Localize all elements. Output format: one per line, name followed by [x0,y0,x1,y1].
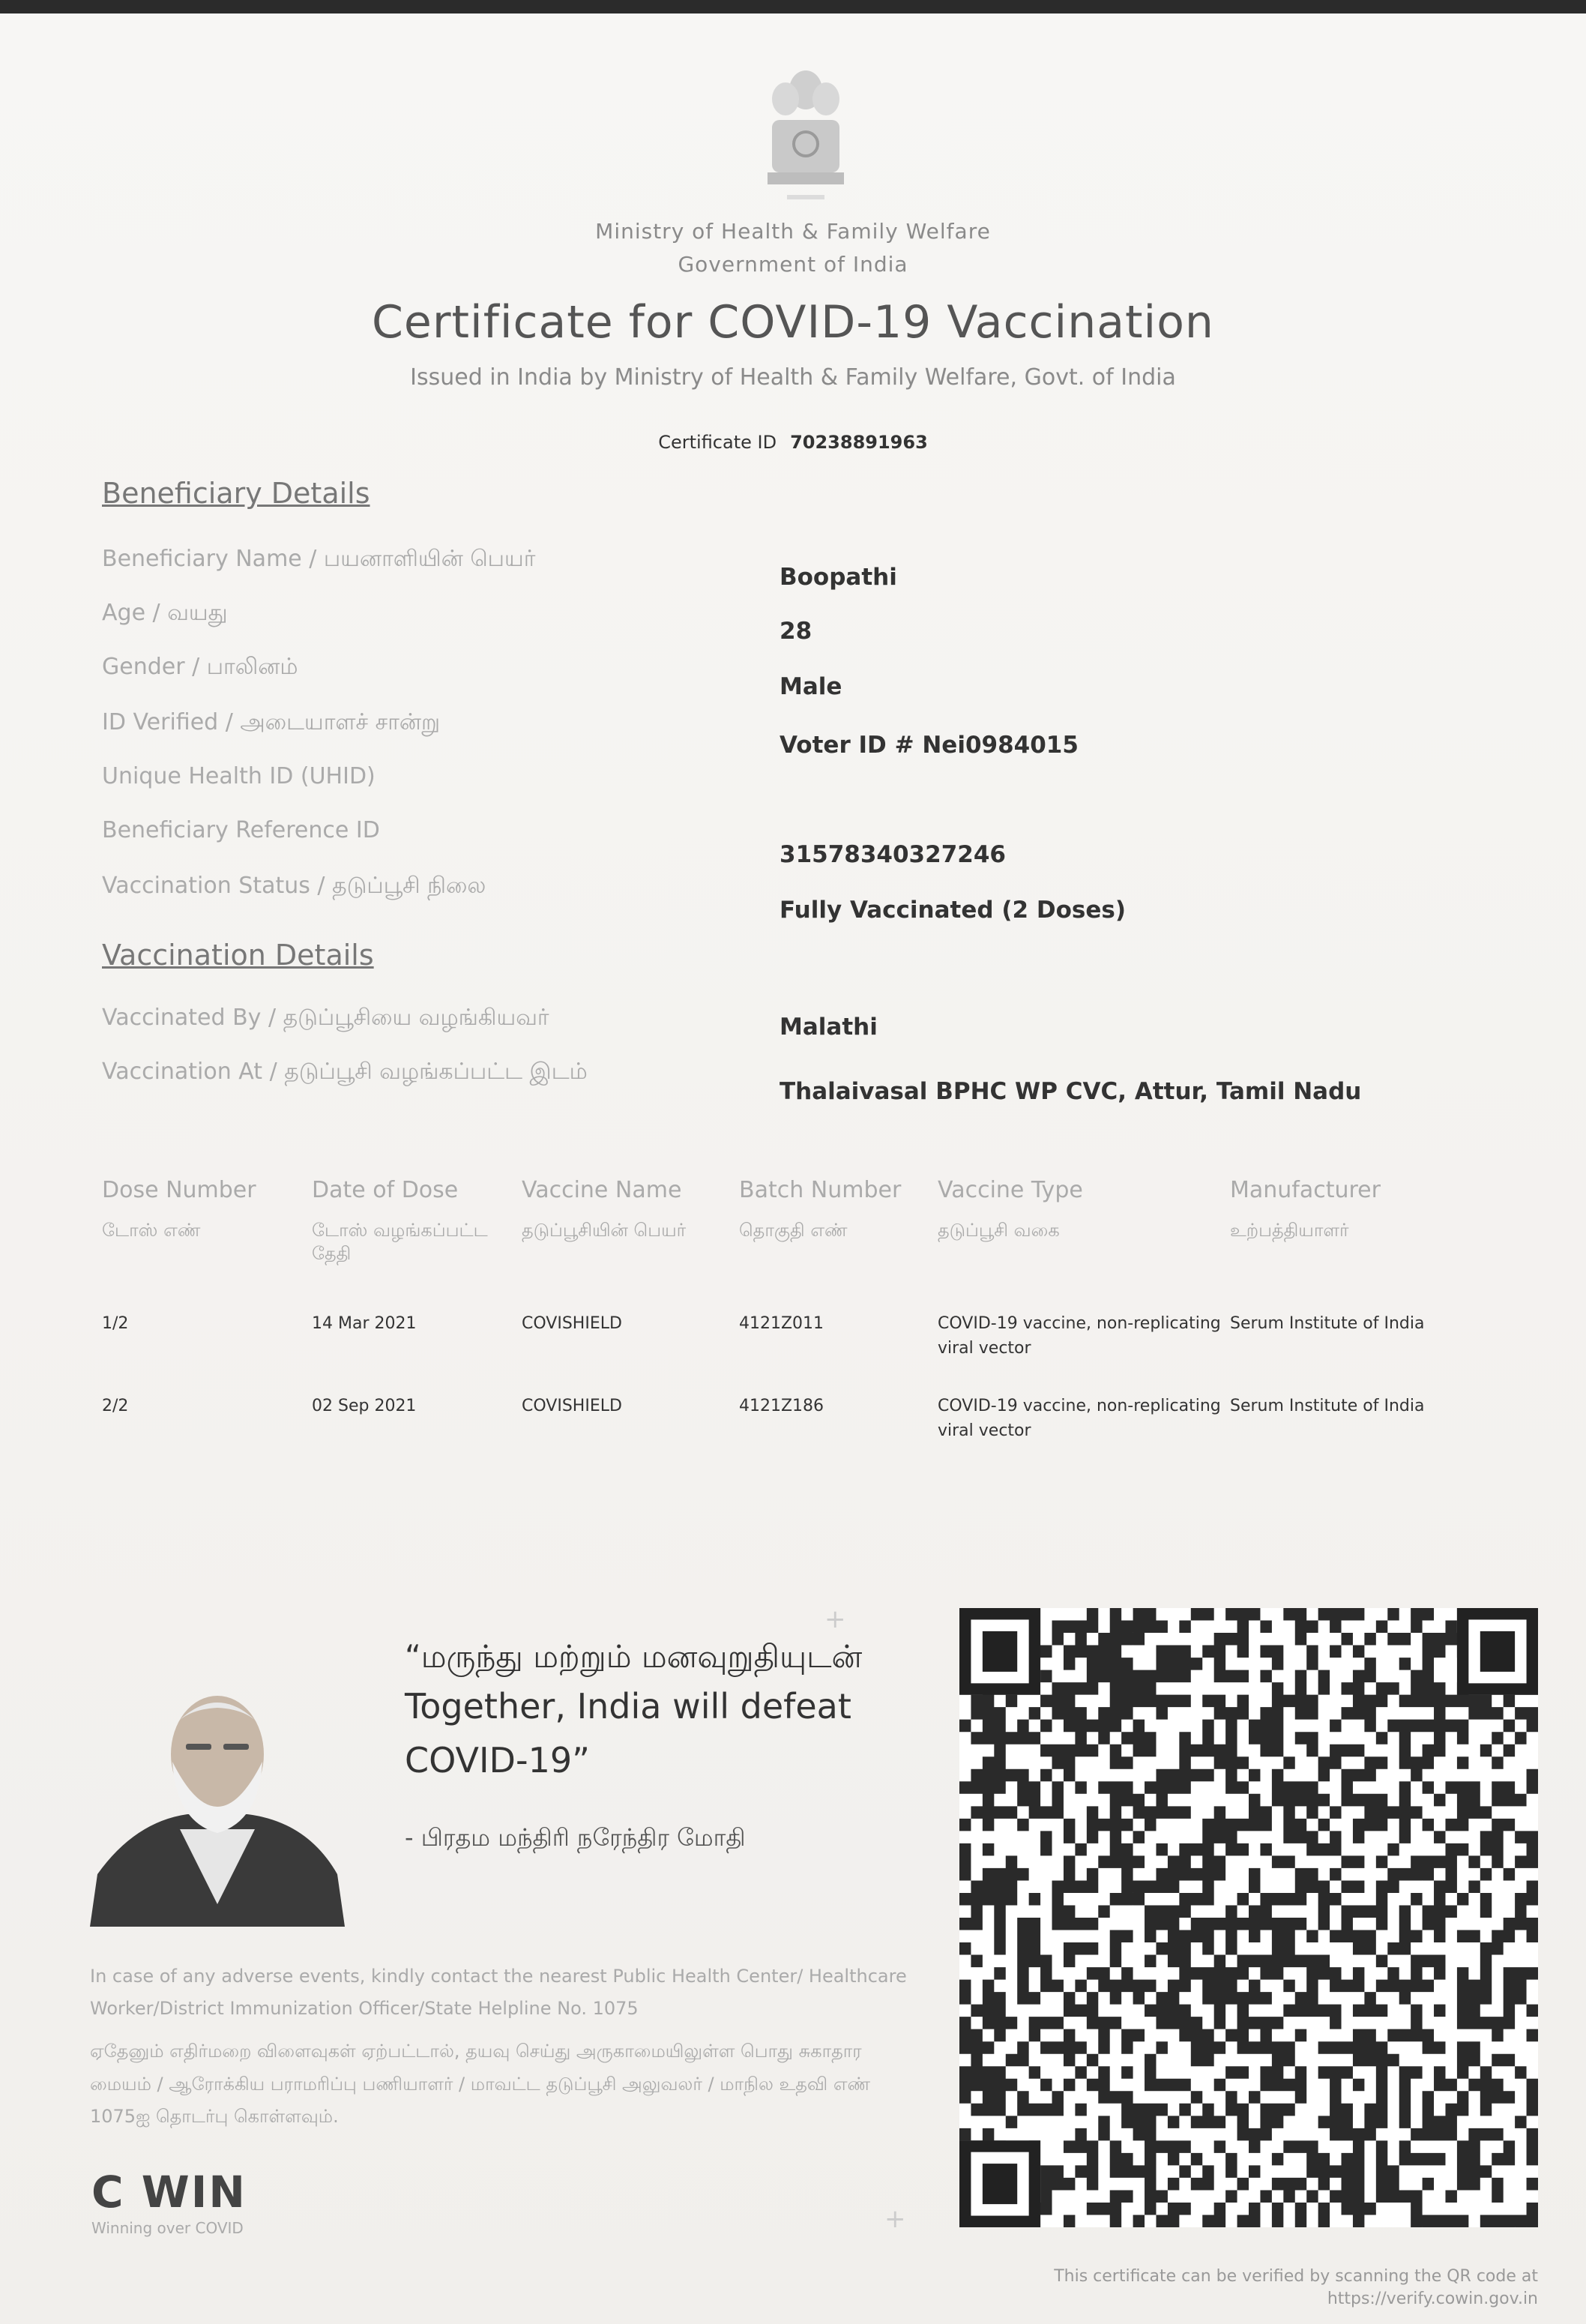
age-label: Age / வயது [102,600,228,626]
verification-url: https://verify.cowin.gov.in [1327,2289,1538,2308]
vaccine-type-cell: COVID-19 vaccine, non-replicating viral vector [938,1314,1221,1358]
qr-finder-pattern [959,2140,1040,2227]
certificate-id-value: 70238891963 [790,432,928,453]
vaccination-status-value: Fully Vaccinated (2 Doses) [780,897,1127,924]
qr-modules [959,1608,1538,2227]
plus-mark: + [884,2204,906,2234]
dose-date-cell: 14 Mar 2021 [312,1314,417,1333]
quote-block [405,1638,944,1855]
col-batch-number [739,1177,938,1311]
quote-attribution: - பிரதம மந்திரி நரேந்திர மோதி [405,1822,746,1852]
dose-number-cell: 2/2 [102,1397,129,1415]
age-value: 28 [780,618,812,645]
col-date-of-dose-en: Date of Dose [312,1177,459,1203]
batch-number-cell: 4121Z011 [739,1314,824,1333]
verification-text: This certificate can be verified by scanning the QR code at [1054,2267,1538,2286]
col-dose-number-en: Dose Number [102,1177,256,1203]
helpline-block [90,1960,907,2143]
vaccine-name-cell: COVISHIELD [522,1397,622,1415]
dose-date-cell: 02 Sep 2021 [312,1397,417,1415]
vaccination-at-value: Thalaivasal BPHC WP CVC, Attur, Tamil Nadu [780,1078,1362,1105]
col-dose-number [102,1177,312,1311]
certificate-id-label: Certificate ID [658,432,777,453]
col-vaccine-type-en: Vaccine Type [938,1177,1083,1203]
col-vaccine-type-ta: தடுப்பூசி வகை [938,1220,1060,1241]
gender-label: Gender / பாலினம் [102,654,298,680]
manufacturer-cell: Serum Institute of India [1230,1314,1425,1333]
dose-table-header [102,1177,1466,1311]
beneficiary-name-label: Beneficiary Name / பயனாளியின் பெயர் [102,546,536,572]
col-date-of-dose [312,1177,522,1311]
qr-finder-pattern [959,1608,1040,1695]
table-row [102,1311,1466,1394]
col-vaccine-name-ta: தடுப்பூசியின் பெயர் [522,1220,687,1241]
helpline-english: In case of any adverse events, kindly contact the nearest Public Health Center/ Healthcare Worker/District Immunization Officer/State Helpline No. 1075 [90,1966,907,2020]
vaccination-heading: Vaccination Details [102,939,374,972]
col-batch-number-ta: தொகுதி எண் [739,1220,848,1241]
col-manufacturer-ta: உற்பத்தியாளர் [1230,1220,1349,1241]
quote-english: Together, India will defeat COVID-19” [405,1686,851,1780]
col-dose-number-ta: டோஸ் எண் [102,1220,201,1241]
vaccination-status-label: Vaccination Status / தடுப்பூசி நிலை [102,873,486,899]
manufacturer-cell: Serum Institute of India [1230,1397,1425,1415]
gender-value: Male [780,673,842,700]
vaccine-type-cell: COVID-19 vaccine, non-replicating viral vector [938,1397,1221,1440]
plus-mark: + [824,1604,846,1634]
verification-footer [968,2266,1538,2310]
reference-id-value: 31578340327246 [780,841,1006,868]
government-name: Government of India [678,252,908,277]
id-verified-value: Voter ID # Nei0984015 [780,732,1079,759]
id-verified-label: ID Verified / அடையாளச் சான்று [102,709,441,735]
col-manufacturer [1230,1177,1466,1311]
qr-code-icon [959,1608,1538,2227]
vaccine-name-cell: COVISHIELD [522,1314,622,1333]
col-batch-number-en: Batch Number [739,1177,902,1203]
uhid-label: Unique Health ID (UHID) [102,763,376,789]
reference-id-label: Beneficiary Reference ID [102,817,380,843]
helpline-tamil: ஏதேனும் எதிர்மறை விளைவுகள் ஏற்பட்டால், தயவு செய்து அருகாமையிலுள்ள பொது சுகாதார மையம் / ஆரோக்கிய பராமரிப்பு பணியாளர் / மாவட்ட தடுப்பூசி அலுவலர் / மாநில உதவி எண் 1075ஐ தொடர்பு கொள்ளவும். [90,2041,871,2127]
qr-finder-pattern [1457,1608,1538,1695]
col-vaccine-type [938,1177,1230,1311]
national-emblem-icon [757,60,854,210]
cowin-tagline: Winning over COVID [91,2219,244,2237]
dose-number-cell: 1/2 [102,1314,129,1333]
certificate-id [0,432,1586,453]
col-date-of-dose-ta: டோஸ் வழங்கப்பட்ட தேதி [312,1220,488,1264]
page-title: Certificate for COVID-19 Vaccination [372,296,1214,349]
issued-by: Issued in India by Ministry of Health & Family Welfare, Govt. of India [410,364,1176,391]
scan-edge [0,0,1586,13]
dose-table [102,1177,1466,1476]
ministry-name: Ministry of Health & Family Welfare [595,219,991,244]
col-vaccine-name [522,1177,739,1311]
quote-tamil: “மருந்து மற்றும் மனவுறுதியுடன் [405,1638,863,1675]
prime-minister-portrait [90,1679,345,1927]
vaccination-at-label: Vaccination At / தடுப்பூசி வழங்கப்பட்ட இடம் [102,1059,588,1085]
vaccinated-by-label: Vaccinated By / தடுப்பூசியை வழங்கியவர் [102,1005,549,1031]
col-vaccine-name-en: Vaccine Name [522,1177,682,1203]
col-manufacturer-en: Manufacturer [1230,1177,1381,1203]
beneficiary-name-value: Boopathi [780,564,897,591]
vaccinated-by-value: Malathi [780,1014,878,1041]
batch-number-cell: 4121Z186 [739,1397,824,1415]
cowin-logo: C WIN [91,2167,247,2218]
table-row [102,1394,1466,1476]
beneficiary-heading: Beneficiary Details [102,477,370,510]
